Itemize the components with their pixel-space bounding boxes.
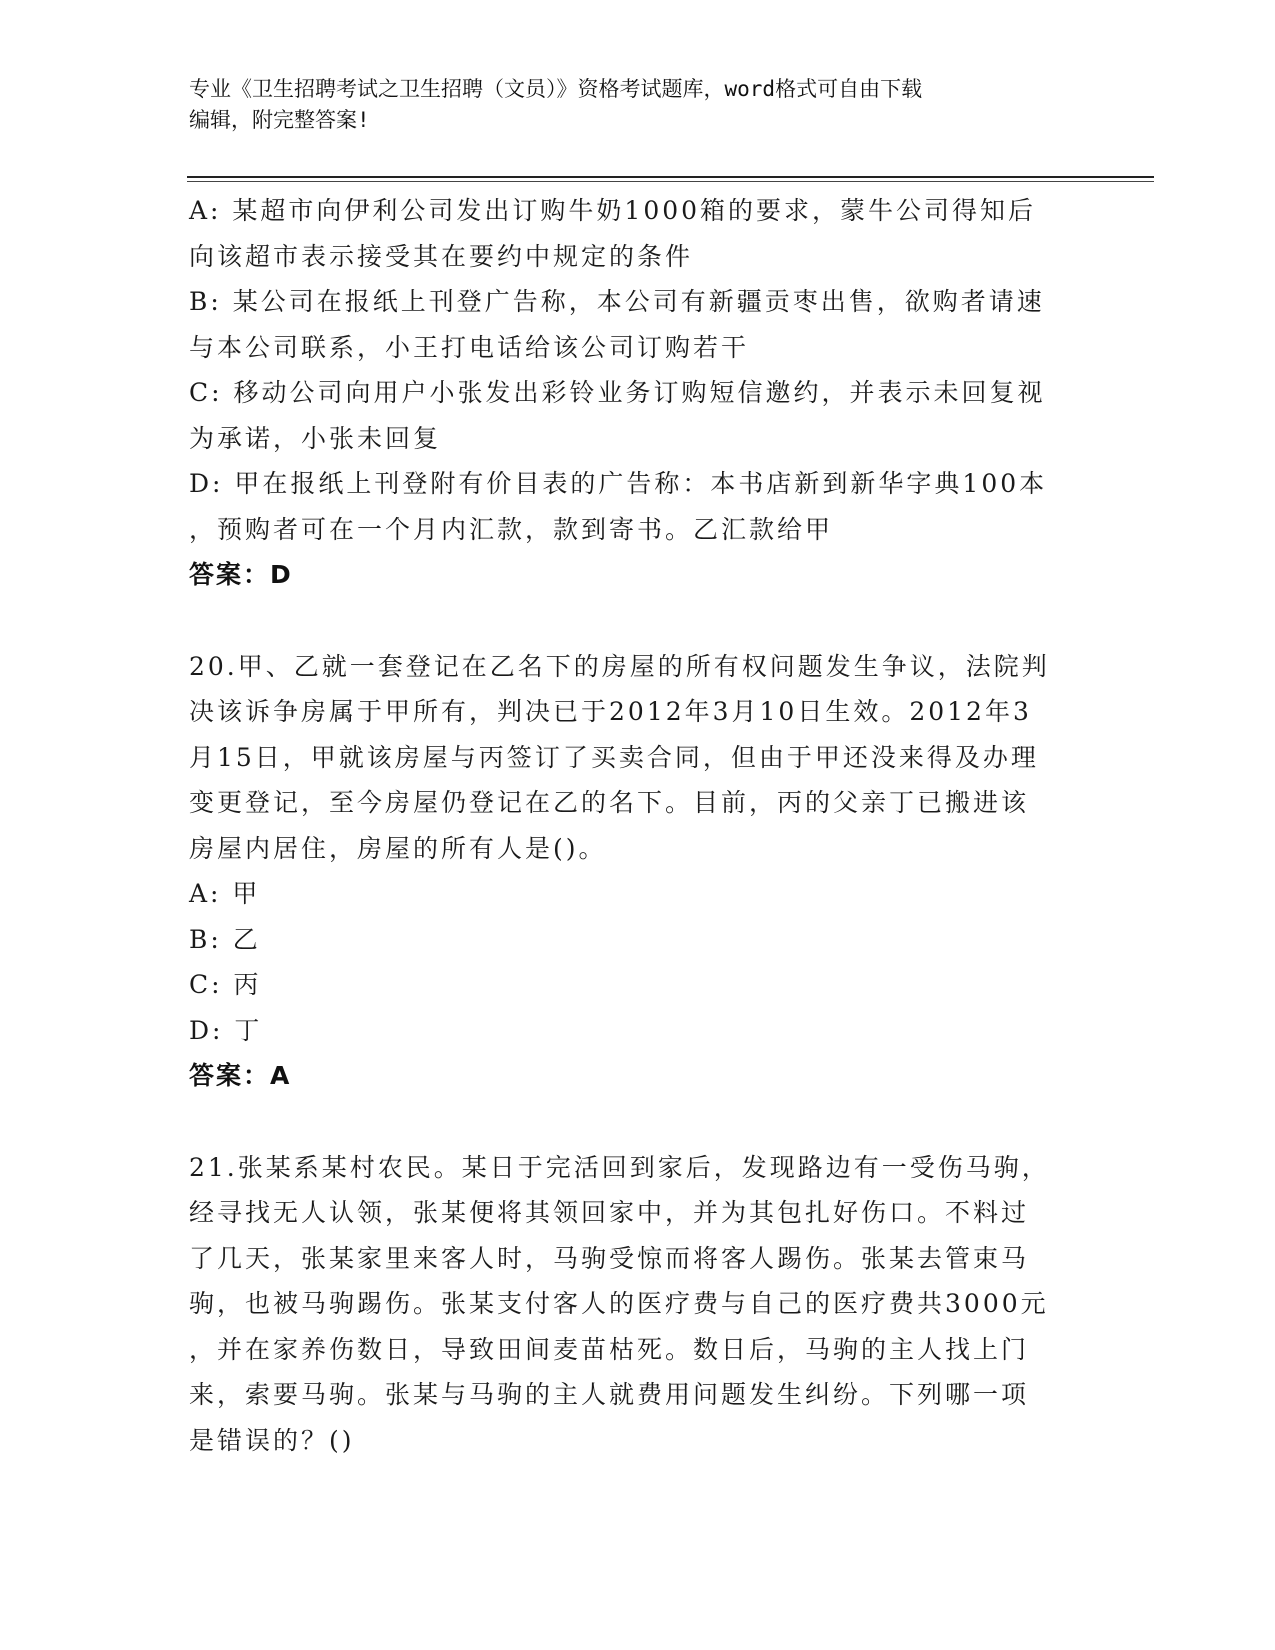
header-line-2: 编辑，附完整答案! — [189, 108, 370, 132]
option-a-line-2: 向该超市表示接受其在要约中规定的条件 — [189, 241, 694, 271]
question-21-line-2: 经寻找无人认领，张某便将其领回家中，并为其包扎好伤口。不料过 — [189, 1198, 1030, 1227]
option-d-line-1: D: 甲在报纸上刊登附有价目表的广告称：本书店新到新华字典100本 — [189, 469, 1048, 498]
question-21-line-6: 来，索要马驹。张某与马驹的主人就费用问题发生纠纷。下列哪一项 — [189, 1380, 1030, 1409]
question-20-line-4: 变更登记，至今房屋仍登记在乙的名下。目前，丙的父亲丁已搬进该 — [189, 788, 1030, 817]
document-body — [189, 188, 1069, 1463]
option-d-line-2: ，预购者可在一个月内汇款，款到寄书。乙汇款给甲 — [189, 514, 834, 544]
question-21 — [189, 1145, 1069, 1464]
header-line-1: 专业《卫生招聘考试之卫生招聘（文员）》资格考试题库，word格式可自由下载 — [189, 77, 923, 101]
option-b-line-2: 与本公司联系，小王打电话给该公司订购若干 — [189, 332, 750, 362]
header-divider-thick — [187, 176, 1154, 178]
question-20 — [189, 644, 1069, 1099]
spacer — [189, 1099, 1069, 1145]
question-20-line-1: 20.甲、乙就一套登记在乙名下的房屋的所有权问题发生争议，法院判 — [189, 651, 1050, 681]
question-21-line-3: 了几天，张某家里来客人时，马驹受惊而将客人踢伤。张某去管束马 — [189, 1243, 1030, 1273]
question-21-line-5: ，并在家养伤数日，导致田间麦苗枯死。数日后，马驹的主人找上门 — [189, 1334, 1030, 1364]
option-c-line-2: 为承诺，小张未回复 — [189, 423, 442, 453]
document-header — [189, 74, 1069, 136]
answer-19: 答案：D — [189, 560, 293, 589]
option-a: A: 甲 — [189, 879, 261, 908]
spacer — [189, 598, 1069, 644]
question-20-line-3: 月15日，甲就该房屋与丙签订了买卖合同，但由于甲还没来得及办理 — [189, 742, 1039, 772]
question-21-line-1: 21.张某系某村农民。某日于完活回到家后，发现路边有一受伤马驹， — [189, 1152, 1050, 1182]
question-21-line-4: 驹，也被马驹踢伤。张某支付客人的医疗费与自己的医疗费共3000元 — [189, 1289, 1049, 1318]
question-20-line-2: 决该诉争房属于甲所有，判决已于2012年3月10日生效。2012年3 — [189, 697, 1032, 726]
question-20-line-5: 房屋内居住，房屋的所有人是()。 — [189, 833, 607, 863]
question-19-options — [189, 188, 1069, 598]
option-b: B: 乙 — [189, 924, 261, 954]
option-c-line-1: C: 移动公司向用户小张发出彩铃业务订购短信邀约，并表示未回复视 — [189, 378, 1046, 407]
option-b-line-1: B: 某公司在报纸上刊登广告称，本公司有新疆贡枣出售，欲购者请速 — [189, 287, 1045, 316]
option-d: D: 丁 — [189, 1015, 263, 1045]
question-21-line-7: 是错误的？() — [189, 1425, 355, 1455]
option-c: C: 丙 — [189, 970, 262, 999]
header-divider-thin — [187, 181, 1154, 182]
answer-20: 答案：A — [189, 1061, 292, 1090]
option-a-line-1: A: 某超市向伊利公司发出订购牛奶1000箱的要求，蒙牛公司得知后 — [189, 196, 1037, 225]
